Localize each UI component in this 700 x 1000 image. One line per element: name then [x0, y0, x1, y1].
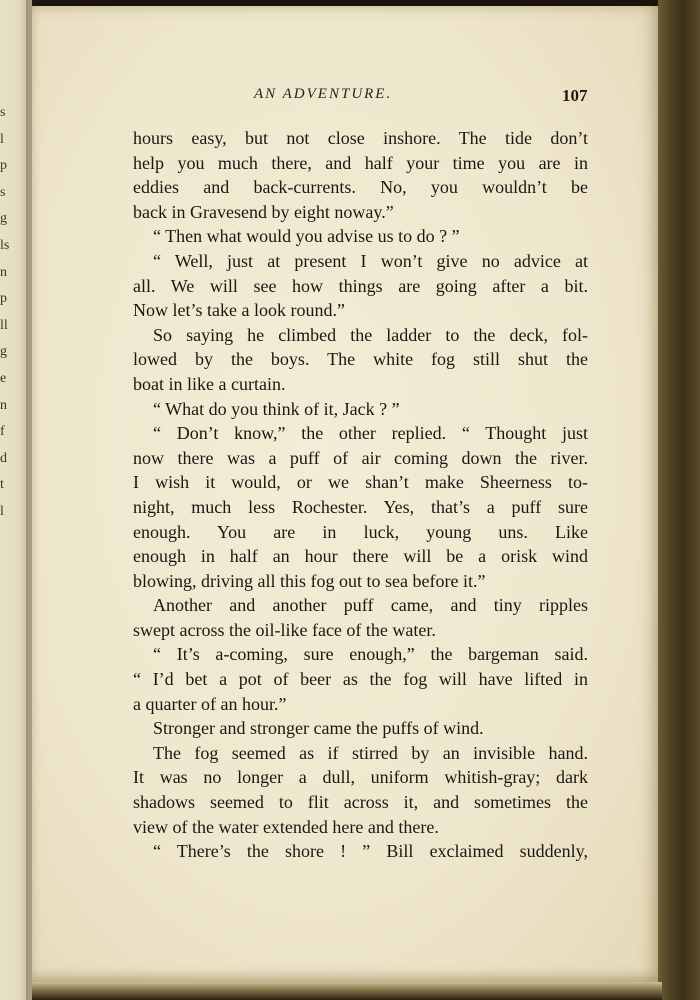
facing-page-fragment: d [0, 450, 7, 466]
facing-page-fragment: g [0, 344, 7, 360]
text-line: enough. You are in luck, young uns. Like [133, 521, 588, 542]
facing-page-fragment: n [0, 264, 7, 280]
text-line: now there was a puff of air coming down the river. [133, 447, 588, 468]
facing-page-fragment: e [0, 370, 7, 386]
text-line: view of the water extended here and there. [133, 816, 439, 837]
text-line: “ There’s the shore ! ” Bill exclaimed suddenly, [153, 841, 588, 862]
text-line: eddies and back-currents. No, you wouldn’t be [133, 177, 588, 198]
text-line: swept across the oil-like face of the water. [133, 619, 436, 640]
facing-page-fragment: n [0, 397, 7, 413]
facing-page-fragment: p [0, 158, 7, 174]
facing-page-fragment: s [0, 105, 6, 120]
running-title: AN ADVENTURE. [254, 86, 393, 102]
facing-page-fragment: g [0, 211, 7, 227]
text-line: boat in like a curtain. [133, 373, 286, 394]
text-line: a quarter of an hour.” [133, 693, 287, 714]
text-line: hours easy, but not close inshore. The tide don’t [133, 128, 588, 148]
text-line: Stronger and stronger came the puffs of wind. [153, 718, 484, 739]
facing-page-fragment: t [0, 477, 4, 493]
text-line: “ It’s a-coming, sure enough,” the bargeman said. [153, 644, 588, 665]
text-line: I wish it would, or we shan’t make Sheerness to- [133, 472, 588, 493]
text-line: lowed by the boys. The white fog still shut the [133, 349, 588, 370]
facing-page-fragment: l [0, 131, 4, 147]
text-line: Another and another puff came, and tiny ripples [153, 595, 588, 616]
text-line: The fog seemed as if stirred by an invisible hand. [153, 742, 588, 763]
text-line: It was no longer a dull, uniform whitish-gray; dark [133, 767, 588, 788]
facing-page-fragment: l [0, 503, 4, 519]
page-number: 107 [562, 86, 588, 105]
facing-page-fragment: ll [0, 317, 8, 333]
text-line: Now let’s take a look round.” [133, 300, 345, 321]
text-line: help you much there, and half your time you are in [133, 152, 588, 173]
text-line: back in Gravesend by eight noway.” [133, 201, 394, 222]
text-line: So saying he climbed the ladder to the deck, fol- [153, 324, 588, 345]
book-binding [658, 0, 700, 1000]
page-bottom-edge [32, 982, 662, 1000]
text-line: all. We will see how things are going after a bit. [133, 275, 588, 296]
facing-page-fragment: p [0, 291, 7, 307]
text-line: “ Well, just at present I won’t give no advice at [153, 250, 588, 271]
text-line: night, much less Rochester. Yes, that’s a puff sure [133, 496, 588, 517]
text-line: “ What do you think of it, Jack ? ” [153, 398, 400, 419]
text-line: “ I’d bet a pot of beer as the fog will have lifted in [133, 669, 588, 690]
body-text [133, 126, 588, 864]
text-line: “ Don’t know,” the other replied. “ Thought just [153, 423, 588, 444]
facing-page-fragment: s [0, 184, 6, 200]
text-line: shadows seemed to flit across it, and sometimes the [133, 792, 588, 813]
facing-page-text-fragments [0, 100, 14, 526]
text-line: enough in half an hour there will be a orisk wind [133, 546, 588, 567]
text-line: blowing, driving all this fog out to sea before it.” [133, 570, 486, 591]
facing-page-fragment: ls [0, 237, 10, 253]
text-line: “ Then what would you advise us to do ? ” [153, 226, 460, 247]
facing-page-fragment: f [0, 424, 5, 440]
